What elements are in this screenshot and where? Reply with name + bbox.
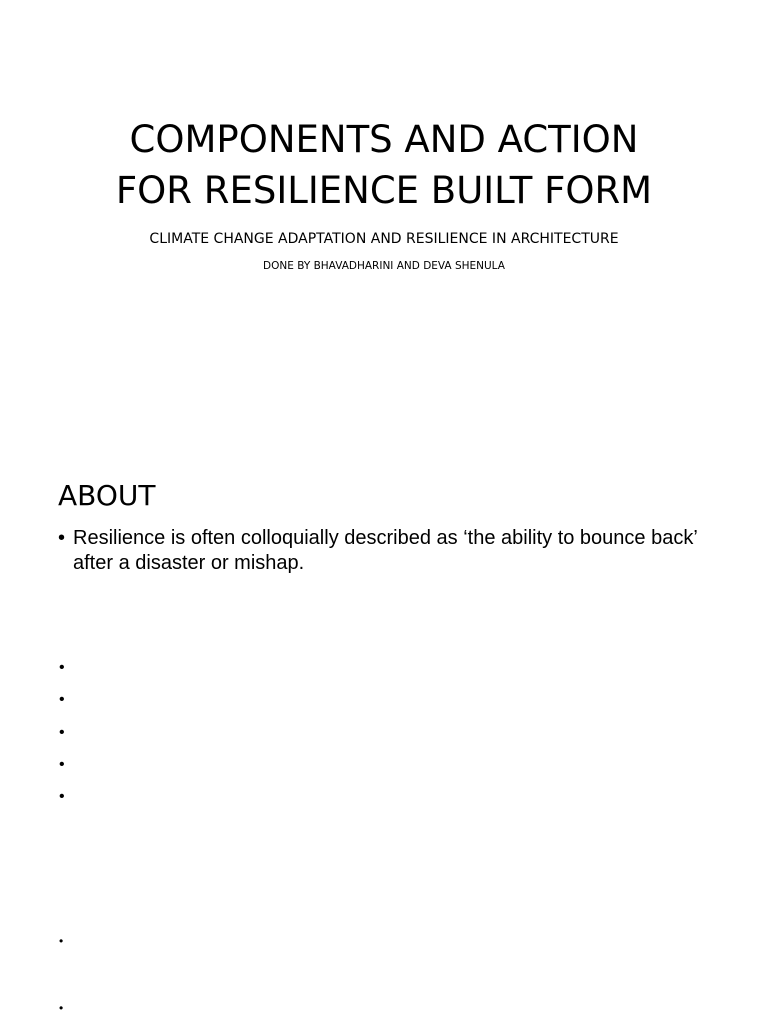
empty-bullet-6: •: [59, 934, 64, 948]
about-bullet: [58, 526, 718, 576]
empty-bullet-7: •: [59, 1001, 64, 1015]
about-heading: ABOUT: [58, 479, 156, 512]
empty-bullet-1: •: [59, 659, 65, 676]
empty-bullet-4: •: [59, 756, 65, 773]
about-slide: [0, 430, 768, 1024]
slide-title-line-1: COMPONENTS AND ACTION: [129, 118, 639, 161]
empty-bullet-2: •: [59, 691, 65, 708]
title-slide: [0, 0, 768, 430]
slide-title: [0, 114, 768, 216]
slide-title-line-2: FOR RESILIENCE BUILT FORM: [115, 169, 653, 212]
bullet-marker: •: [58, 527, 66, 549]
empty-bullet-3: •: [59, 724, 65, 741]
empty-bullet-5: •: [59, 788, 65, 805]
slide-authors: DONE BY BHAVADHARINI AND DEVA SHENULA: [263, 260, 505, 272]
slide-subtitle: CLIMATE CHANGE ADAPTATION AND RESILIENCE IN ARCHITECTURE: [149, 231, 619, 247]
about-bullet-text: Resilience is often colloquially described as ‘the ability to bounce back’ after a disaster or mishap.: [73, 527, 698, 574]
